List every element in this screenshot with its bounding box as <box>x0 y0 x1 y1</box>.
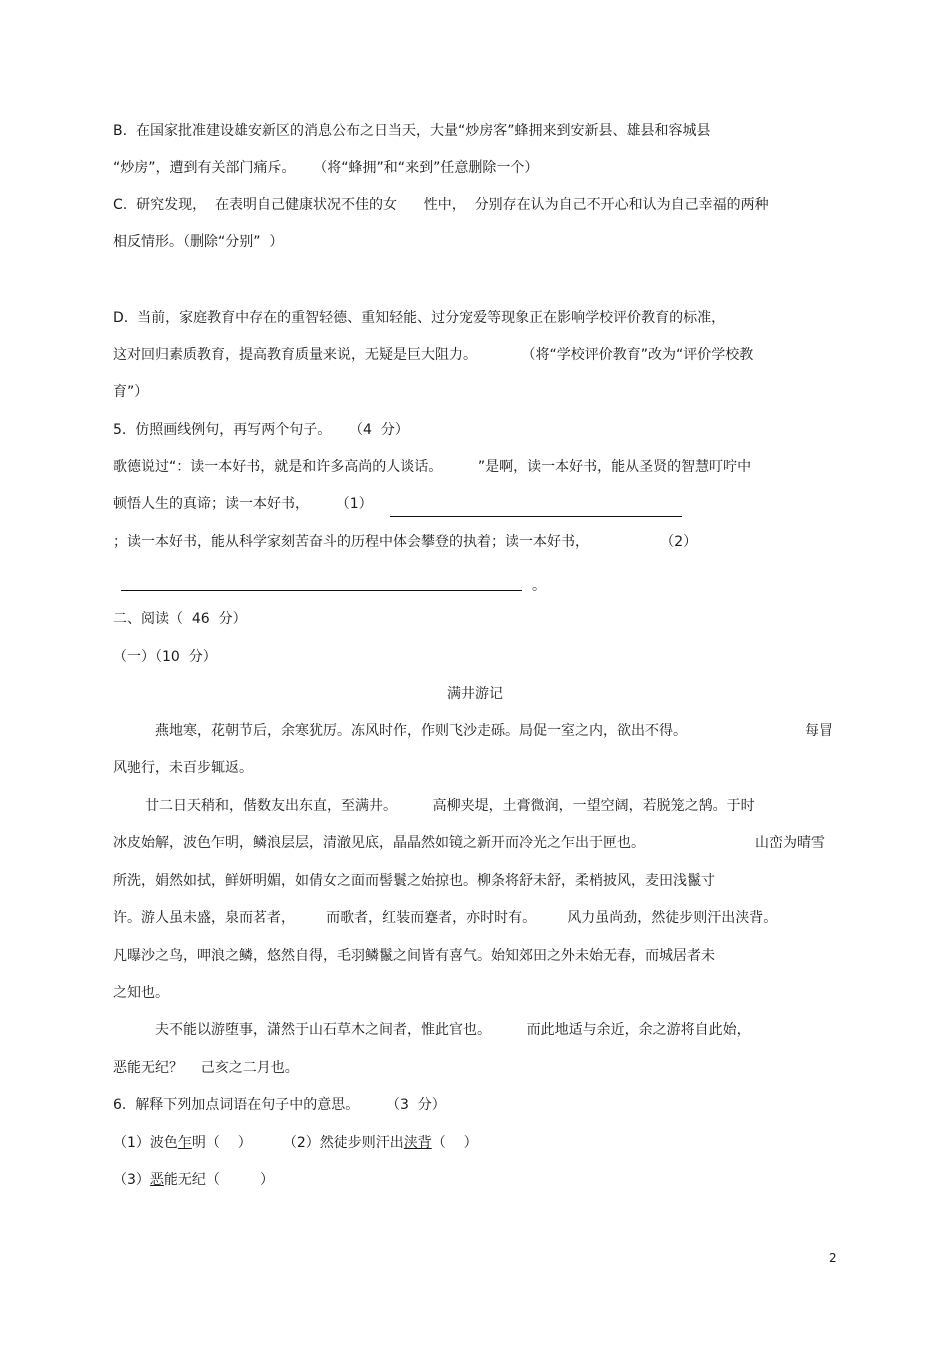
passage-p2-line-3: 所洗，娟然如拭，鲜妍明媚，如倩女之面而髻鬟之始掠也。柳条将舒未舒，柔梢披风，麦田浅鬣寸 <box>113 873 715 889</box>
q6-item-1-dotted-word: 乍 <box>177 1135 192 1151</box>
passage-p2-line-2: 冰皮始解，波色乍明，鳞浪层层，清澈见底，晶晶然如镜之新开而冷光之乍出于匣也。 <box>113 835 645 851</box>
option-d-line-3: 育”） <box>113 384 149 400</box>
question-6-item-3 <box>113 1171 274 1189</box>
option-d-line-1: D. 当前，家庭教育中存在的重智轻德、重知轻能、过分宠爱等现象正在影响学校评价教育的标准， <box>113 310 726 326</box>
section-2-heading: 二、阅读（ 46 分） <box>113 611 247 627</box>
q6-item-2-dotted-word: 浃背 <box>403 1135 432 1151</box>
question-5-heading: 5. 仿照画线例句，再写两个句子。 （4 分） <box>113 422 409 438</box>
q6-item-1-prefix: （1）波色 <box>113 1135 178 1151</box>
question-5-line-1: 歌德说过“：读一本好书，就是和许多高尚的人谈话。 ”是啊，读一本好书，能从圣贤的智慧叮咛中 <box>113 459 752 475</box>
passage-p3-line-2: 恶能无纪？ 己亥之二月也。 <box>113 1060 299 1076</box>
passage-p2-line-4: 许。游人虽未盛，泉而茗者， 而歌者，红装而蹇者，亦时时有。 风力虽尚劲，然徒步则汗出浃背。 <box>113 910 778 926</box>
answer-blank-2[interactable] <box>121 590 522 591</box>
q6-item-3-prefix: （3） <box>113 1172 150 1188</box>
passage-p3-line-1: 夫不能以游堕事，潇然于山石草木之间者，惟此官也。 而此地适与余近，余之游将自此始， <box>155 1022 751 1038</box>
question-5-period: 。 <box>532 578 546 594</box>
q6-item-1-rest: 明（ ） （2）然徒步则汗出 <box>191 1135 404 1151</box>
q6-item-3-dotted-word: 恶 <box>149 1172 164 1188</box>
question-5-line-3: ；读一本好书，能从科学家刻苦奋斗的历程中体会攀登的执着；读一本好书， （2） <box>113 534 698 550</box>
option-d-line-2: 这对回归素质教育，提高教育质量来说，无疑是巨大阻力。 （将“学校评价教育”改为“评价学校教 <box>113 347 754 363</box>
option-c-line-2: 相反情形。（删除“分别” ） <box>113 234 284 250</box>
option-b-line-1: B. 在国家批准建设雄安新区的消息公布之日当天，大量“炒房客”蜂拥来到安新县、雄县和容城县 <box>113 123 711 139</box>
passage-p2-line-6: 之知也。 <box>113 985 169 1001</box>
option-b-line-2: “炒房”，遭到有关部门痛斥。 （将“蜂拥”和“来到”任意删除一个） <box>113 160 539 176</box>
subsection-1-heading: （一）（10 分） <box>113 649 217 665</box>
passage-p1-line-2: 风驰行，未百步辄返。 <box>113 760 253 776</box>
passage-p1-line-1: 燕地寒，花朝节后，余寒犹厉。冻风时作，作则飞沙走砾。局促一室之内，欲出不得。 <box>155 723 687 739</box>
passage-p1-line-1-end: 每冒 <box>805 723 833 739</box>
question-6-item-1-2 <box>113 1134 478 1152</box>
passage-p2-line-5: 凡曝沙之鸟，呷浪之鳞，悠然自得，毛羽鳞鬣之间皆有喜气。始知郊田之外未始无春，而城居者未 <box>113 948 715 964</box>
passage-p2-line-1: 廿二日天稍和，偕数友出东直，至满井。 高柳夹堤，土膏微润，一望空阔，若脱笼之鹄。于时 <box>145 798 755 814</box>
option-c-line-1: C. 研究发现， 在表明自己健康状况不佳的女 性中， 分别存在认为自己不开心和认为自己幸福的两种 <box>113 197 769 213</box>
passage-title: 满井游记 <box>447 686 503 702</box>
question-5-line-2: 顿悟人生的真谛；读一本好书， （1） <box>113 496 373 512</box>
question-6-heading: 6. 解释下列加点词语在句子中的意思。 （3 分） <box>113 1097 446 1113</box>
answer-blank-1[interactable] <box>390 516 682 517</box>
q6-item-3-rest: 能无纪（ ） <box>163 1172 274 1188</box>
passage-p2-line-2-end: 山峦为晴雪 <box>755 835 825 851</box>
q6-item-2-rest: （ ） <box>431 1135 478 1151</box>
page-number: 2 <box>829 1251 837 1265</box>
